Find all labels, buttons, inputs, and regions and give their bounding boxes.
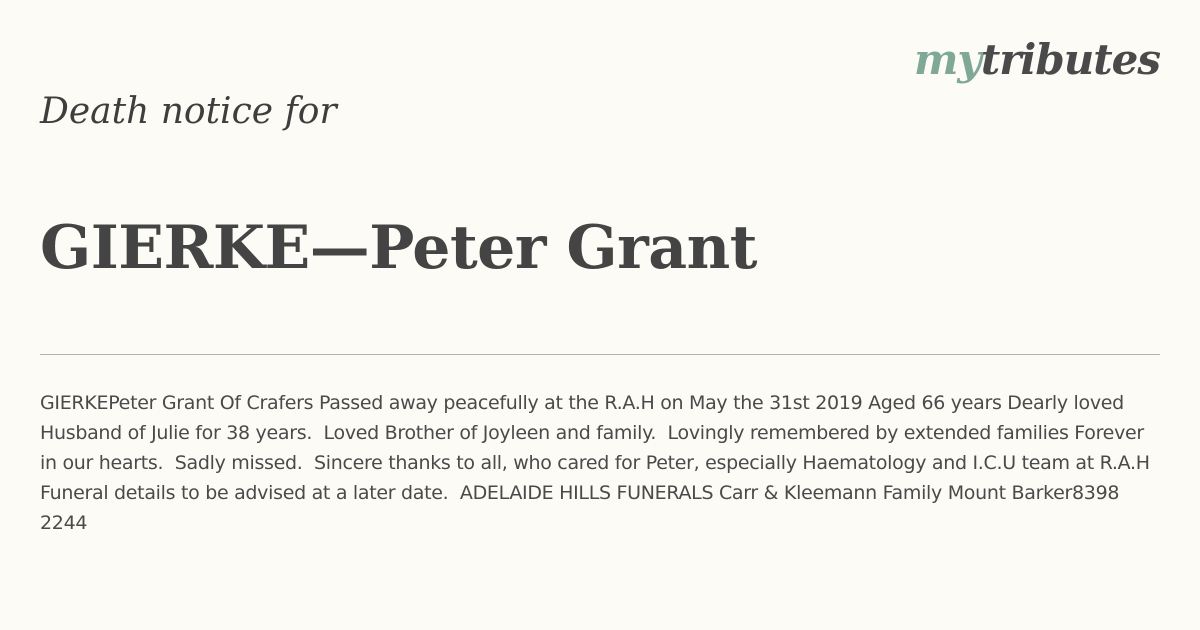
section-divider: [40, 354, 1160, 355]
mytributes-logo: [914, 34, 1160, 86]
notice-body: GIERKEPeter Grant Of Crafers Passed away peacefully at the R.A.H on May the 31st 2019 Aged 66 years Dearly loved Husband of Julie for 38 years. Loved Brother of Joyleen and family. Lovingly remembered by extended families Forever in our hearts. Sadly missed. Sincere thanks to all, who cared for Peter, especially Haematology and I.C.U team at R.A.H Funeral details to be advised at a later date. ADELAIDE HILLS FUNERALS Carr & Kleemann Family Mount Barker8398 2244: [40, 392, 1156, 534]
logo-tributes-text: tributes: [980, 35, 1160, 84]
notice-subtitle: Death notice for: [40, 91, 337, 132]
notice-title: GIERKE—Peter Grant: [40, 213, 757, 283]
logo-my-text: my: [913, 35, 981, 84]
